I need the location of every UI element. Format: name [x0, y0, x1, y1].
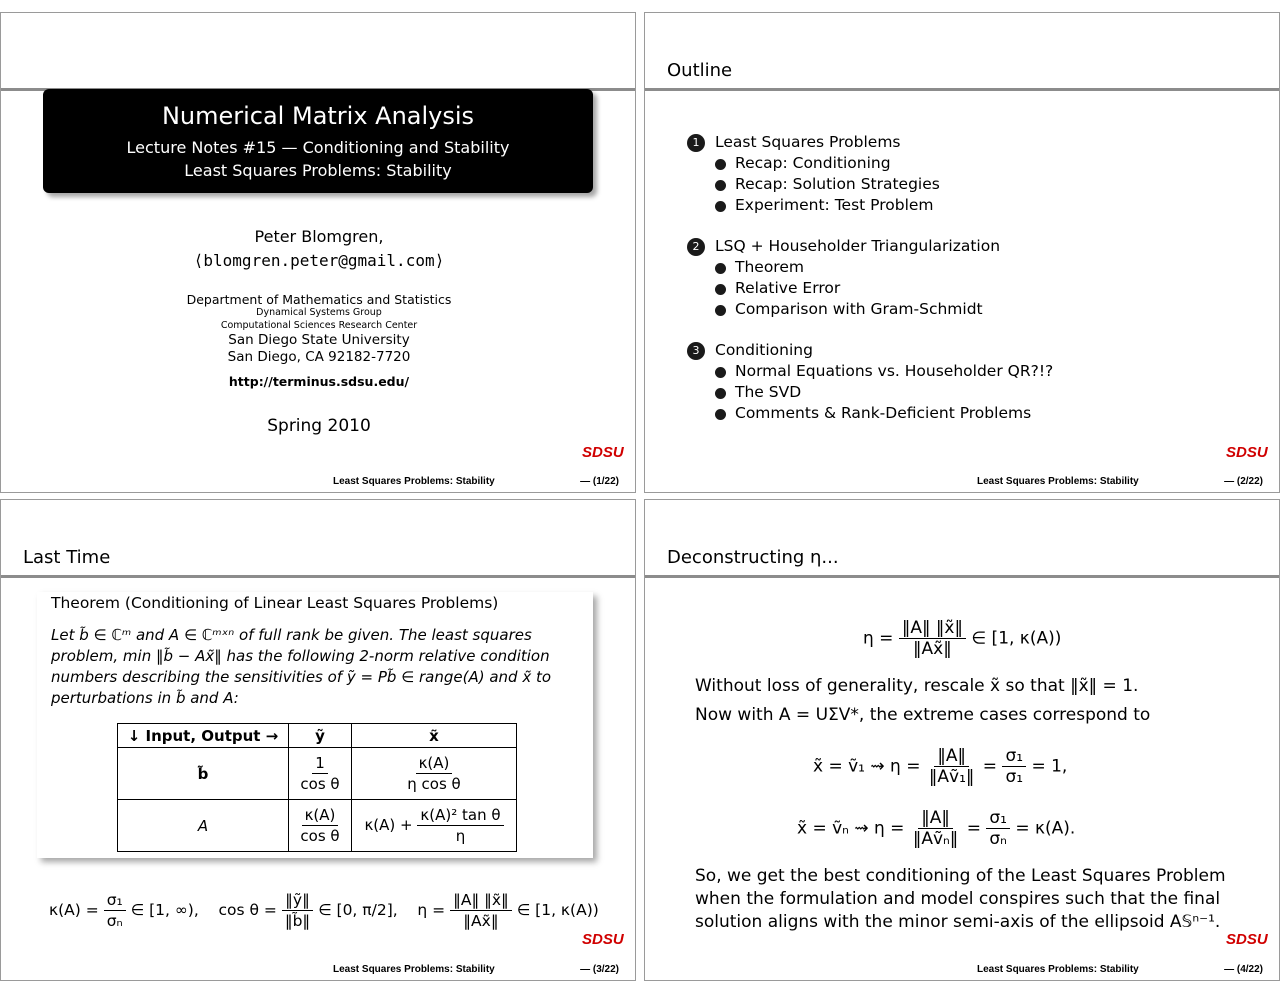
table-header: ỹ: [289, 724, 352, 748]
department: Department of Mathematics and Statistics: [186, 292, 452, 307]
footer-page: — (2/22): [1224, 476, 1263, 487]
slide-footer: [1, 964, 635, 980]
outline-item[interactable]: Normal Equations vs. Householder QR?!?: [687, 361, 1053, 382]
text-line: solution aligns with the minor semi-axis of the ellipsoid A𝕊ⁿ⁻¹.: [695, 912, 1221, 932]
slide-title: Outline: [667, 60, 733, 81]
slide-header: [1, 13, 635, 91]
bullet-icon: [715, 201, 726, 212]
sdsu-logo: [1226, 930, 1272, 946]
group-2: Computational Sciences Research Center: [220, 320, 418, 331]
footer-page: — (1/22): [580, 476, 619, 487]
outline-item[interactable]: Recap: Conditioning: [687, 153, 1053, 174]
table-cell: $\frac{\kappa(A)}{\text{η cos θ}}$: [352, 748, 517, 800]
footer-title: Least Squares Problems: Stability: [333, 476, 495, 487]
bullet-icon: [715, 263, 726, 274]
outline-item[interactable]: Recap: Solution Strategies: [687, 174, 1053, 195]
table-cell: $\frac{\kappa(A)}{\text{cos θ}}$: [289, 800, 352, 852]
title-box: [43, 89, 593, 193]
author-name: Peter Blomgren,: [254, 227, 384, 246]
outline-item[interactable]: Experiment: Test Problem: [687, 195, 1053, 216]
bullet-icon: [715, 284, 726, 295]
outline-item[interactable]: Comparison with Gram-Schmidt: [687, 299, 1053, 320]
outline-section[interactable]: 1 Least Squares Problems: [687, 131, 1053, 153]
slide-header: [645, 500, 1279, 578]
text-line: when the formulation and model conspires such that the final: [695, 889, 1221, 909]
theorem-body: Let b̃ ∈ ℂᵐ and A ∈ ℂᵐˣⁿ of full rank be given. The least squares problem, min ‖b̃ − Ax̃‖ has the following 2-norm relative condition numbers describing the sensitivities of ỹ = Pb̃ ∈ range(A) and x̃ to perturbations in b̃ and A:: [51, 626, 552, 707]
bullet-icon: [715, 388, 726, 399]
outline-section[interactable]: 3 Conditioning: [687, 339, 1053, 361]
slide-1: [0, 12, 636, 493]
table-row-label: b̃: [118, 748, 289, 800]
university: San Diego State University: [228, 332, 410, 348]
footer-title: Least Squares Problems: Stability: [977, 476, 1139, 487]
theorem-heading: Theorem (Conditioning of Linear Least Squares Problems): [51, 594, 499, 612]
outline-item[interactable]: The SVD: [687, 382, 1053, 403]
table-header: ↓ Input, Output →: [118, 724, 289, 748]
outline-item[interactable]: Comments & Rank-Deficient Problems: [687, 403, 1053, 424]
city: San Diego, CA 92182-7720: [227, 349, 411, 365]
sdsu-logo-text: SDSU: [582, 444, 624, 459]
eta-definition: η = $\frac{‖A‖ ‖x̃‖}{‖Ax̃‖}$ ∈ [1, κ(A)): [863, 618, 1062, 659]
text-line: Now with A = UΣV*, the extreme cases correspond to: [695, 705, 1151, 725]
slide-2: [644, 12, 1280, 493]
term: Spring 2010: [267, 416, 371, 436]
bullet-icon: [715, 159, 726, 170]
slide-footer: [645, 964, 1279, 980]
slide-3: [0, 499, 636, 981]
sdsu-logo-text: SDSU: [582, 931, 624, 946]
table-cell: κ(A) + $\frac{\text{κ(A)² tan θ}}{\eta}$: [352, 800, 517, 852]
lecture-subtitle: Lecture Notes #15 — Conditioning and Stability: [126, 138, 510, 157]
slide-title: Deconstructing η...: [667, 547, 839, 568]
condition-number-table: [117, 723, 517, 852]
slide-footer: [1, 476, 635, 492]
slide-header: [1, 500, 635, 578]
group-1: Dynamical Systems Group: [256, 307, 382, 318]
bullet-icon: [715, 305, 726, 316]
slide-title: Last Time: [23, 547, 111, 568]
section-number-icon: 1: [687, 134, 705, 152]
table-row-label: A: [118, 800, 289, 852]
section-number-icon: 3: [687, 342, 705, 360]
outline-item[interactable]: Relative Error: [687, 278, 1053, 299]
sdsu-logo: [1226, 443, 1272, 459]
case-1-equation: x̃ = ṽ₁ ⇝ η = $\frac{‖A‖}{\text{‖Aṽ₁‖}}$ = $\frac{\text{σ₁}}{\text{σ₁}}$ = 1,: [813, 746, 1068, 787]
bullet-icon: [715, 409, 726, 420]
author-email: ⟨blomgren.peter@gmail.com⟩: [193, 251, 445, 270]
slide-header: [645, 13, 1279, 91]
footer-title: Least Squares Problems: Stability: [333, 964, 495, 975]
bullet-icon: [715, 367, 726, 378]
footer-page: — (4/22): [1224, 964, 1263, 975]
outline-item[interactable]: Theorem: [687, 257, 1053, 278]
section-number-icon: 2: [687, 238, 705, 256]
text-line: Without loss of generality, rescale x̃ so that ‖x̃‖ = 1.: [695, 676, 1139, 696]
footer-page: — (3/22): [580, 964, 619, 975]
table-header: x̃: [352, 724, 517, 748]
sdsu-logo: [582, 443, 628, 459]
bullet-icon: [715, 180, 726, 191]
lecture-subtitle-2: Least Squares Problems: Stability: [184, 161, 452, 180]
homepage-link[interactable]: http://terminus.sdsu.edu/: [228, 374, 410, 389]
slide-footer: [645, 476, 1279, 492]
text-line: So, we get the best conditioning of the Least Squares Problem: [695, 866, 1226, 886]
definitions-equation: κ(A) = $\frac{\text{σ₁}}{\text{σₙ}}$ ∈ [1, ∞), cos θ = $\frac{\text{‖ỹ‖}}{‖b̃‖}$ ∈ [0, π/2], η = $\frac{‖A‖ ‖x̃‖}{‖Ax̃‖}$ ∈ [1, κ(A)): [49, 891, 599, 930]
sdsu-logo-text: SDSU: [1226, 931, 1268, 946]
outline-section[interactable]: 2 LSQ + Householder Triangularization: [687, 235, 1053, 257]
sdsu-logo-text: SDSU: [1226, 444, 1268, 459]
case-2-equation: x̃ = ṽₙ ⇝ η = $\frac{‖A‖}{\text{‖Aṽₙ‖}}$ = $\frac{\text{σ₁}}{\text{σₙ}}$ = κ(A).: [797, 808, 1076, 849]
outline-list: [687, 131, 1053, 424]
table-cell: $\frac{1}{\text{cos θ}}$: [289, 748, 352, 800]
slide-4: [644, 499, 1280, 981]
footer-title: Least Squares Problems: Stability: [977, 964, 1139, 975]
lecture-title: Numerical Matrix Analysis: [161, 102, 475, 130]
sdsu-logo: [582, 930, 628, 946]
